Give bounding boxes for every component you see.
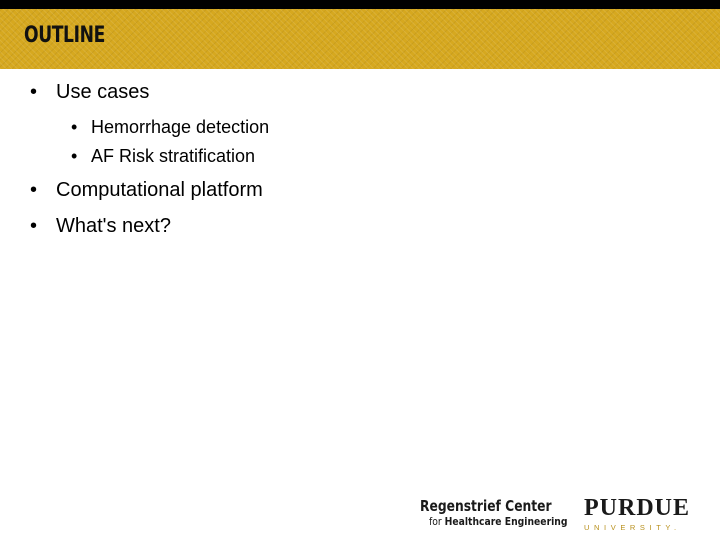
bullet-text: Use cases xyxy=(56,81,150,103)
bullet-icon: • xyxy=(30,215,38,237)
bullet-text: What's next? xyxy=(56,215,171,237)
regenstrief-subtitle xyxy=(429,514,568,530)
bullet-icon: • xyxy=(30,81,38,103)
bullet-icon: • xyxy=(71,117,78,137)
sub-bullet-item xyxy=(30,144,269,168)
sub-bullet-item xyxy=(30,115,269,139)
bullet-text: AF Risk stratification xyxy=(91,146,256,166)
bullet-text: Hemorrhage detection xyxy=(91,117,270,137)
title-banner xyxy=(0,9,720,69)
bullet-item xyxy=(30,177,269,203)
slide-title: OUTLINE xyxy=(24,23,105,48)
regenstrief-subtitle-prefix: for xyxy=(429,515,445,528)
bullet-item xyxy=(30,79,269,105)
purdue-logo xyxy=(584,496,694,532)
outline-list xyxy=(30,79,269,249)
purdue-wordmark: PURDUE xyxy=(584,495,690,521)
bullet-icon: • xyxy=(30,179,38,201)
regenstrief-name: Regenstrief Center xyxy=(420,497,552,515)
bullet-item xyxy=(30,213,269,239)
regenstrief-logo xyxy=(420,498,570,532)
regenstrief-subtitle-bold: Healthcare Engineering xyxy=(444,515,568,528)
bullet-text: Computational platform xyxy=(56,179,263,201)
purdue-university-subtitle: UNIVERSITY. xyxy=(584,523,681,532)
top-black-bar xyxy=(0,0,720,9)
bullet-icon: • xyxy=(71,146,78,166)
